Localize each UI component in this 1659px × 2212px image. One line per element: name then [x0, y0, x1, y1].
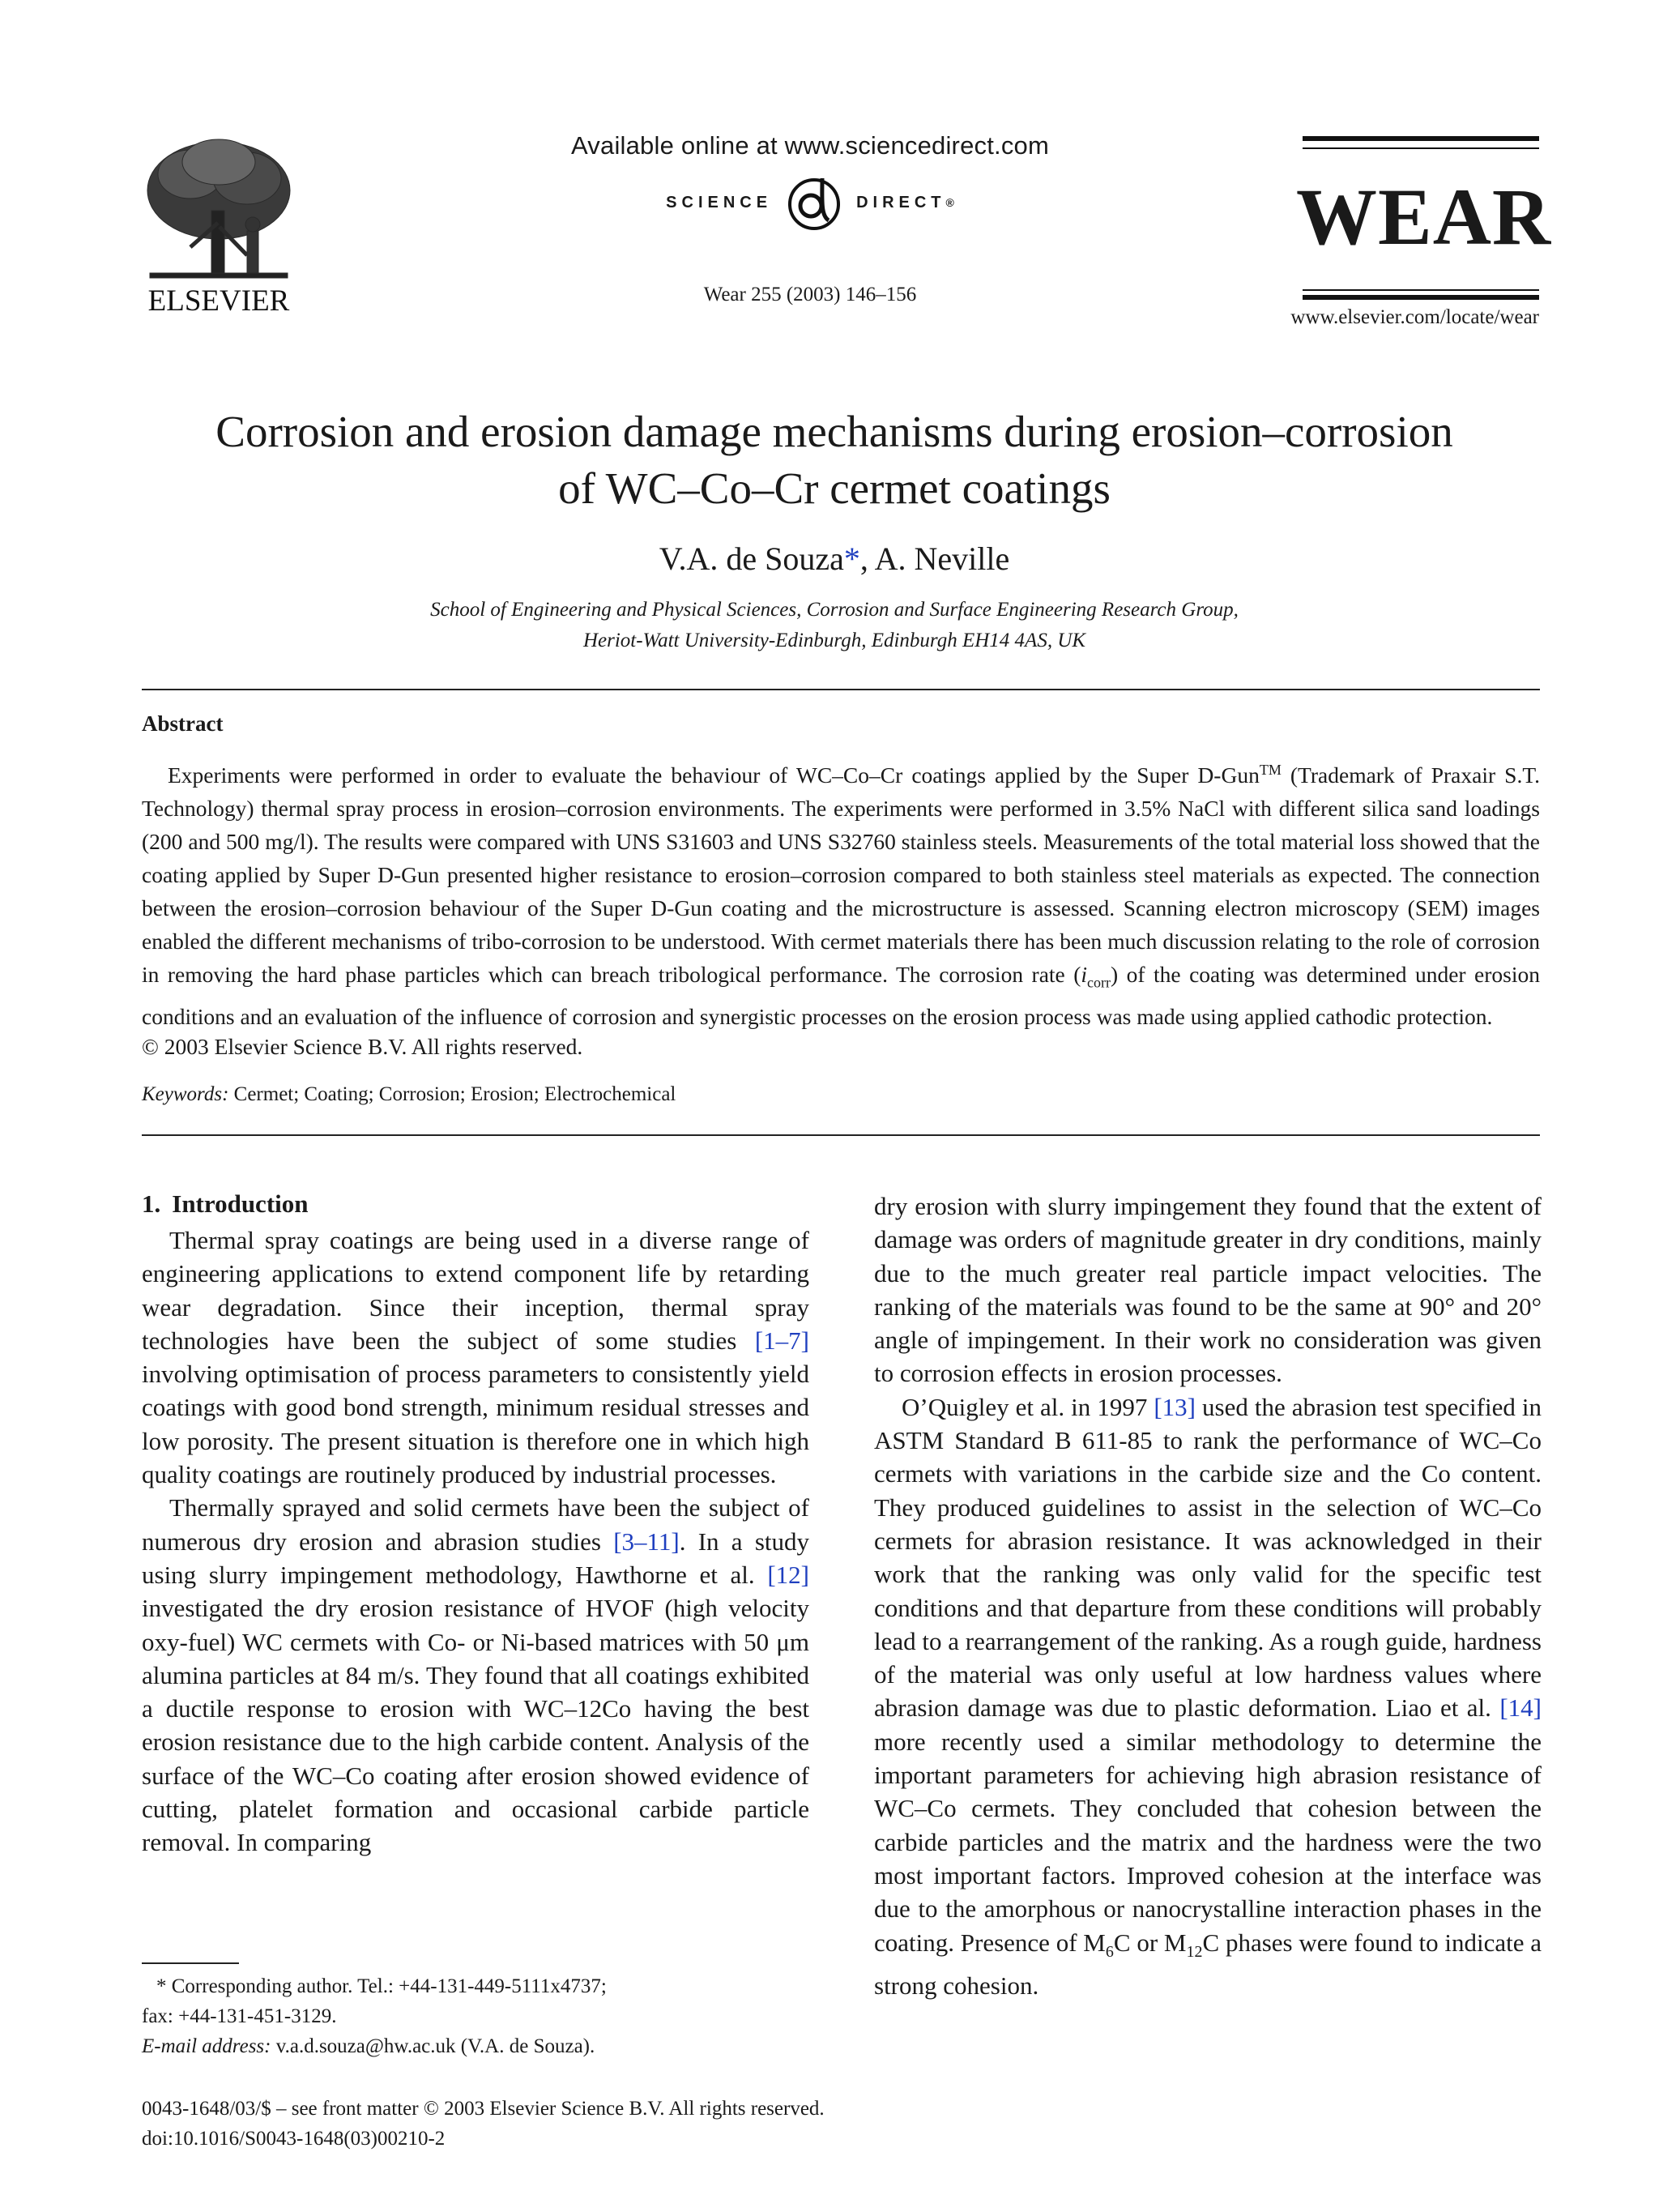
section-heading — [142, 1189, 320, 1219]
section-title: Introduction — [172, 1189, 309, 1218]
sciencedirect-at-icon — [780, 167, 848, 239]
keywords-label: Keywords: — [142, 1083, 229, 1105]
subscript: 12 — [1186, 1942, 1203, 1961]
paragraph-text: dry erosion with slurry impingement they found that the extent of damage was orders of magnitude greater in dry conditions, mainly due to the much greater real particle impact velocities. The ranking of the materials was found to be the same at 90° and 20° angle of impingement. In their work no consideration was given to corrosion effects in erosion processes. — [874, 1192, 1542, 1388]
available-online-text: Available online at www.sciencedirect.com — [570, 131, 1050, 160]
paragraph-text: involving optimisation of process parameters to consistently yield coatings with good bond strength, minimum residual stresses and low porosity. The present situation is therefore one in which high quality coatings are routinely produced by industrial processes. — [142, 1360, 809, 1489]
journal-citation: Wear 255 (2003) 146–156 — [703, 284, 917, 305]
subscript: 6 — [1105, 1942, 1114, 1961]
elsevier-tree-icon — [134, 134, 304, 316]
abstract-text: Experiments were performed in order to evaluate the behaviour of WC–Co–Cr coatings applied by the Super D-Gun — [168, 762, 1260, 788]
left-column — [142, 1223, 809, 1860]
corresponding-author-link[interactable]: * — [843, 540, 860, 577]
page-footer — [142, 2094, 825, 2154]
paragraph-text: O’Quigley et al. in 1997 — [902, 1392, 1154, 1421]
reference-link[interactable]: [12] — [767, 1560, 809, 1589]
section-number: 1. — [142, 1189, 161, 1218]
journal-title: WEAR — [1296, 172, 1552, 262]
copyright: © 2003 Elsevier Science B.V. All rights reserved. — [142, 1034, 583, 1059]
authors — [146, 540, 1523, 578]
icorr-symbol: i — [1081, 962, 1088, 988]
footnotes — [142, 1971, 806, 2061]
reference-link[interactable]: [3–11] — [613, 1527, 680, 1556]
footnote-line: * Corresponding author. Tel.: +44-131-449-5111x4737; — [156, 1975, 607, 1997]
sciencedirect-left-word: SCIENCE — [666, 193, 773, 211]
abstract-text: ) of the coating was determined under erosion conditions and an evaluation of the influence of corrosion and synergistic processes on the erosion process was made using applied cathodic protection. — [142, 962, 1540, 1029]
title-line: of WC–Co–Cr cermet coatings — [558, 463, 1111, 513]
reference-link[interactable]: [14] — [1499, 1693, 1542, 1723]
keywords-list: Cermet; Coating; Corrosion; Erosion; Electrochemical — [228, 1083, 676, 1105]
publisher-name: ELSEVIER — [147, 284, 290, 316]
sciencedirect-right-word: DIRECT — [856, 193, 946, 211]
footnote-email — [142, 2031, 806, 2061]
title-line: Corrosion and erosion damage mechanisms during erosion–corrosion — [215, 407, 1453, 456]
keywords — [142, 1083, 676, 1106]
paragraph-text: investigated the dry erosion resistance of HVOF (high velocity oxy-fuel) WC cermets with Co- or Ni-based matrices with 50 μm alumina particles at 84 m/s. They found that all coatings exhibited a ductile response to erosion with WC–12Co having the best erosion resistance due to the high carbide content. Analysis of the surface of the WC–Co coating after erosion showed evidence of cutting, platelet formation and occasional carbide particle removal. In comparing — [142, 1594, 809, 1857]
journal-rule — [1303, 136, 1539, 141]
icorr-subscript: corr — [1087, 974, 1111, 991]
footnote-line: fax: +44-131-451-3129. — [142, 2005, 337, 2027]
reference-link[interactable]: [13] — [1154, 1392, 1196, 1421]
footnote-rule — [142, 1962, 239, 1964]
affiliation — [146, 595, 1523, 656]
elsevier-logo — [134, 134, 304, 316]
journal-rule — [1303, 147, 1539, 149]
paragraph-text: more recently used a similar methodology to determine the important parameters for achieving high abrasion resistance of WC–Co cermets. They concluded that cohesion between the carbide particles and the matrix and the hardness were the two most important factors. Improved cohesion at the interface was due to the amorphous or nanocrystalline interaction phases in the coating. Presence of M — [874, 1727, 1542, 1957]
paragraph — [874, 1189, 1542, 1390]
issn-line: 0043-1648/03/$ – see front matter © 2003 Elsevier Science B.V. All rights reserved. — [142, 2098, 825, 2120]
journal-rule — [1303, 289, 1539, 291]
journal-rule — [1303, 295, 1539, 300]
divider — [142, 689, 1540, 690]
abstract-heading: Abstract — [142, 711, 224, 736]
affiliation-line: Heriot-Watt University-Edinburgh, Edinburgh EH14 4AS, UK — [582, 630, 1086, 651]
divider — [142, 1134, 1540, 1136]
author-separator: , — [859, 540, 875, 577]
paragraph — [142, 1223, 809, 1491]
sciencedirect-mark: ® — [945, 196, 954, 209]
right-column — [874, 1189, 1542, 2002]
abstract-body — [142, 754, 1540, 1033]
journal-url[interactable]: www.elsevier.com/locate/wear — [1290, 306, 1539, 328]
paragraph-text: Thermally sprayed and solid cermets have been the subject of numerous dry erosion and abrasion studies — [142, 1493, 809, 1556]
paragraph-text: used the abrasion test specified in ASTM Standard B 611-85 to rank the performance of WC–Co cermets with variations in the carbide size and the Co content. They produced guidelines to assist in the selection of WC–Co cermets for abrasion resistance. It was acknowledged in their work that the ranking was only valid for the specific test conditions and that departure from these conditions will probably lead to a rearrangement of the ranking. As a rough guide, hardness of the material was only useful at low hardness values where abrasion damage was due to plastic deformation. Liao et al. — [874, 1392, 1542, 1723]
paragraph — [142, 1491, 809, 1859]
reference-link[interactable]: [1–7] — [754, 1326, 809, 1355]
trademark: TM — [1259, 762, 1282, 778]
paragraph-text: C phases were found to indicate a strong cohesion. — [874, 1928, 1542, 2001]
affiliation-line: School of Engineering and Physical Sciences, Corrosion and Surface Engineering Research Group, — [430, 599, 1239, 621]
abstract-text: (Trademark of Praxair S.T. Technology) thermal spray process in erosion–corrosion environments. The experiments were performed in 3.5% NaCl with different silica sand loadings (200 and 500 mg/l). The results were compared with UNS S31603 and UNS S32760 stainless steels. Measurements of the total material loss showed that the coating applied by Super D-Gun presented higher resistance to erosion–corrosion compared to both stainless steel materials as expected. The connection between the erosion–corrosion behaviour of the Super D-Gun coating and the microstructure is assessed. Scanning electron microscopy (SEM) images enabled the different mechanisms of tribo-corrosion to be understood. With cermet materials there has been much discussion relating to the role of corrosion in removing the hard phase particles which can breach tribological performance. The corrosion rate ( — [142, 762, 1540, 988]
author-name: A. Neville — [874, 540, 1010, 577]
paragraph-text: C or M — [1113, 1928, 1187, 1957]
paragraph — [874, 1390, 1542, 2003]
article-title — [146, 404, 1523, 517]
email-address[interactable]: v.a.d.souza@hw.ac.uk (V.A. de Souza). — [271, 2035, 595, 2057]
paragraph-text: Thermal spray coatings are being used in a diverse range of engineering applications to extend component life by retarding wear degradation. Since their inception, thermal spray technologies have been the subject of some studies — [142, 1226, 809, 1355]
author-name: V.A. de Souza — [659, 540, 844, 577]
email-label: E-mail address: — [142, 2035, 271, 2057]
doi-line[interactable]: doi:10.1016/S0043-1648(03)00210-2 — [142, 2128, 446, 2150]
sciencedirect-logo — [567, 166, 1053, 239]
paragraph-text: . In a study using slurry impingement methodology, Hawthorne et al. — [142, 1527, 809, 1589]
